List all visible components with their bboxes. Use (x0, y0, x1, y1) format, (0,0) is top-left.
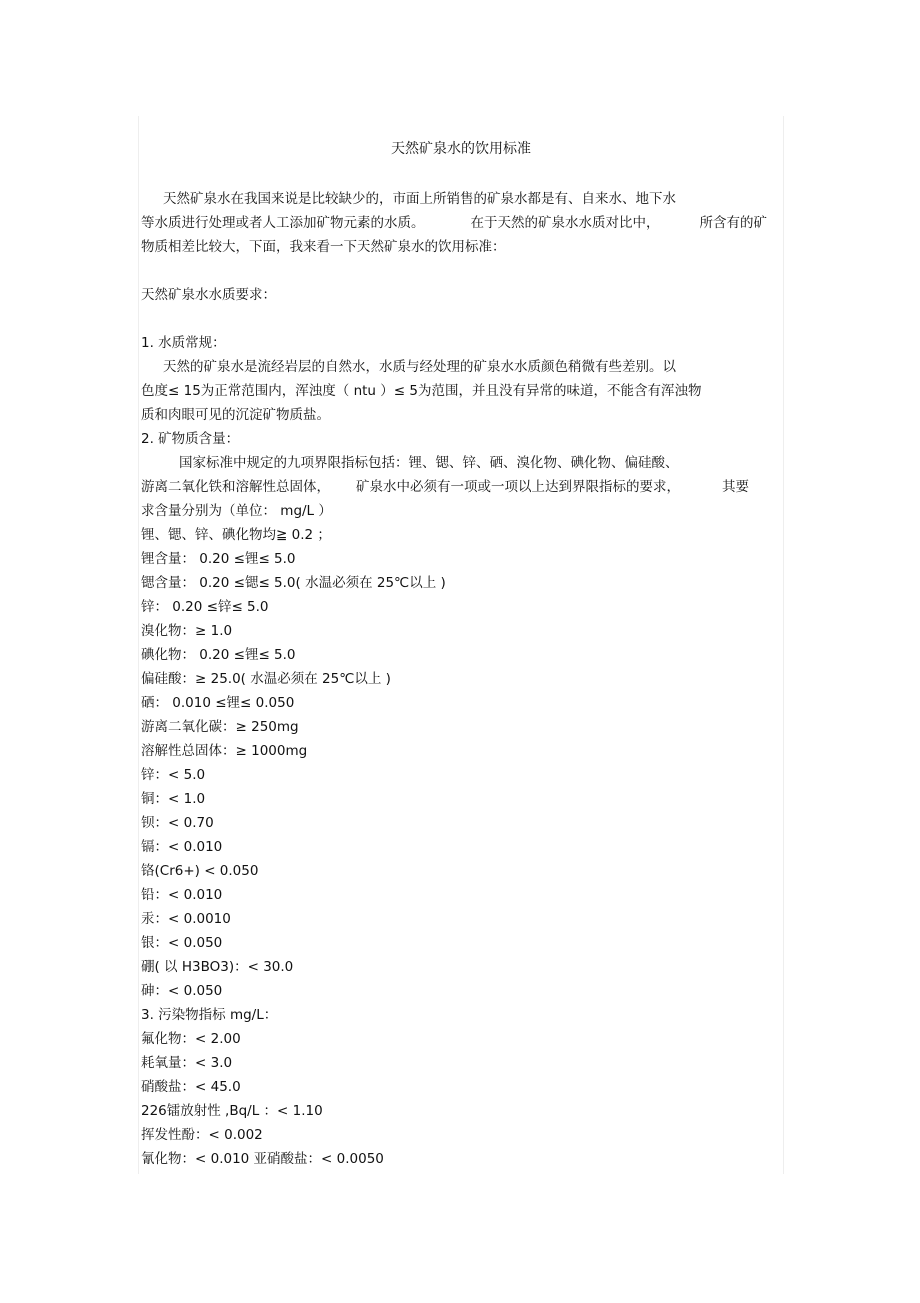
s2-line-b-part-3: 其要 (722, 479, 749, 495)
s2-line-b (141, 478, 749, 496)
s2-item: 锌： 0.20 ≤锌≤ 5.0 (141, 599, 269, 615)
s2-item: 钡：< 0.70 (141, 815, 214, 831)
s1-line-2: 色度≤ 15为正常范围内，浑浊度（ ntu ）≤ 5为范围，并且没有异常的味道，不能含有浑浊物 (141, 383, 702, 399)
s3-item: 耗氧量：< 3.0 (141, 1055, 233, 1071)
s2-item: 锂含量： 0.20 ≤锂≤ 5.0 (141, 551, 296, 567)
s2-item: 镉：< 0.010 (141, 839, 223, 855)
s3-item: 氟化物：< 2.00 (141, 1031, 241, 1047)
s2-line-c: 求含量分别为（单位： mg/L ） (141, 503, 332, 519)
s2-item: 铬(Cr6+) < 0.050 (141, 863, 259, 879)
section-heading: 天然矿泉水水质要求： (141, 287, 276, 303)
s2-line-b-part-2: 矿泉水中必须有一项或一项以上达到界限指标的要求， (356, 479, 680, 495)
s2-line-a: 国家标准中规定的九项界限指标包括：锂、锶、锌、硒、溴化物、碘化物、偏硅酸、 (179, 455, 679, 471)
s2-item: 偏硅酸：≥ 25.0( 水温必须在 25℃以上 ) (141, 671, 391, 687)
s2-item: 锂、锶、锌、碘化物均≧ 0.2 ； (141, 527, 331, 543)
s2-item: 砷：< 0.050 (141, 983, 223, 999)
s1-line-1: 天然的矿泉水是流经岩层的自然水，水质与经处理的矿泉水水质颜色稍微有些差别。以 (163, 359, 676, 375)
s3-item: 226镭放射性 ,Bq/L ：< 1.10 (141, 1103, 323, 1119)
s2-item: 溴化物：≥ 1.0 (141, 623, 233, 639)
s2-item: 锶含量： 0.20 ≤锶≤ 5.0( 水温必须在 25℃以上 ) (141, 575, 446, 591)
s3-item: 硝酸盐：< 45.0 (141, 1079, 241, 1095)
s2-item: 溶解性总固体：≥ 1000mg (141, 743, 308, 759)
intro-line-2-part-2: 在于天然的矿泉水水质对比中， (470, 215, 660, 231)
s2-item: 铅：< 0.010 (141, 887, 223, 903)
intro-line-2 (141, 214, 767, 232)
s3-item: 挥发性酚：< 0.002 (141, 1127, 263, 1143)
s1-line-3: 质和肉眼可见的沉淀矿物质盐。 (141, 407, 330, 423)
document-title: 天然矿泉水的饮用标准 (391, 141, 531, 157)
s2-item: 银：< 0.050 (141, 935, 223, 951)
s2-item: 硒： 0.010 ≤锂≤ 0.050 (141, 695, 295, 711)
intro-line-3: 物质相差比较大，下面，我来看一下天然矿泉水的饮用标准： (141, 239, 506, 255)
s2-item: 游离二氧化碳：≥ 250mg (141, 719, 299, 735)
s3-heading: 3. 污染物指标 mg/L： (141, 1007, 278, 1023)
s2-item: 锌：< 5.0 (141, 767, 206, 783)
s2-item: 碘化物： 0.20 ≤锂≤ 5.0 (141, 647, 296, 663)
s2-line-b-part-1: 游离二氧化铁和溶解性总固体， (141, 479, 330, 495)
intro-line-1: 天然矿泉水在我国来说是比较缺少的，市面上所销售的矿泉水都是有、自来水、地下水 (163, 191, 676, 207)
document-page (138, 116, 784, 1174)
s2-item: 汞：< 0.0010 (141, 911, 231, 927)
s2-item: 硼( 以 H3BO3)：< 30.0 (141, 959, 294, 975)
s2-heading: 2. 矿物质含量： (141, 431, 240, 447)
intro-line-2-part-3: 所含有的矿 (699, 215, 767, 231)
intro-line-2-part-1: 等水质进行处理或者人工添加矿物元素的水质。 (141, 215, 425, 231)
s2-item: 铜：< 1.0 (141, 791, 206, 807)
s3-item: 氰化物：< 0.010 亚硝酸盐：< 0.0050 (141, 1151, 384, 1167)
s1-heading: 1. 水质常规： (141, 335, 226, 351)
